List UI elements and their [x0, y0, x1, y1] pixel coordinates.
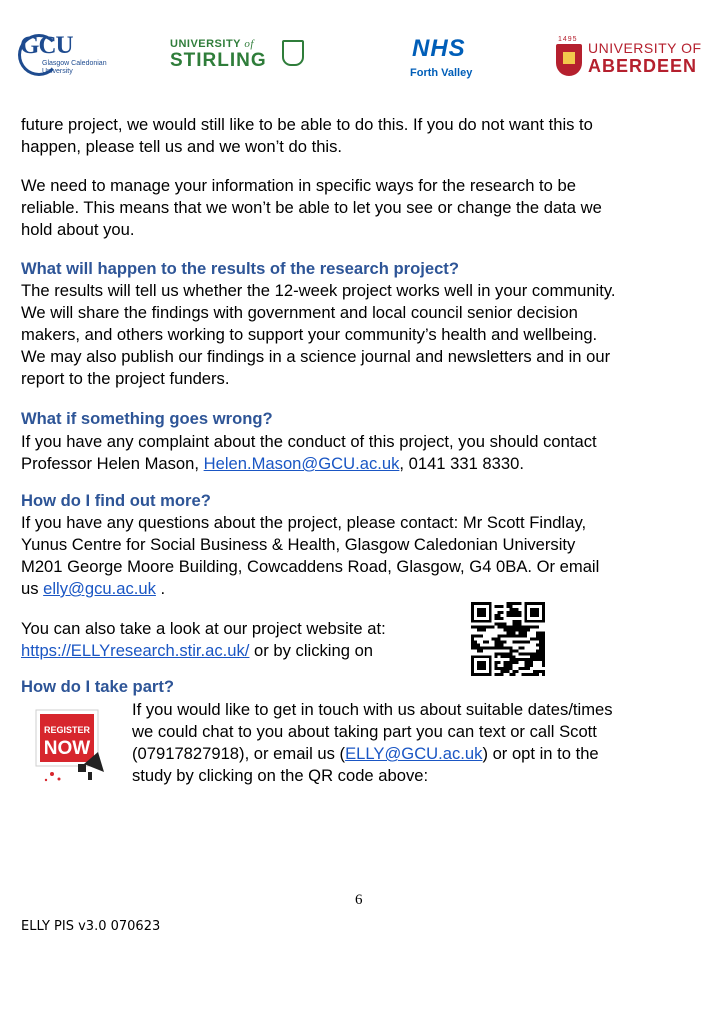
nhs-logo — [408, 35, 484, 87]
aberdeen-top: UNIVERSITY OF — [588, 40, 702, 56]
text-line: M201 George Moore Building, Cowcaddens Road, Glasgow, G4 0BA. Or email — [21, 557, 600, 576]
text-line: Professor Helen Mason, — [21, 454, 204, 473]
contact-email-link[interactable]: elly@gcu.ac.uk — [43, 579, 156, 598]
paragraph-contact — [21, 512, 711, 600]
stirling-logo — [170, 36, 310, 76]
footer-version: ELLY PIS v3.0 070623 — [21, 919, 161, 934]
text-line: . — [155, 579, 166, 598]
aberdeen-main: ABERDEEN — [588, 56, 698, 76]
text-line: report to the project funders. — [21, 369, 230, 388]
aberdeen-year: 1495 — [558, 36, 578, 43]
aberdeen-crest-icon — [556, 44, 582, 76]
text-line: If you have any questions about the project, please contact: Mr Scott Findlay, — [21, 513, 587, 532]
gcu-logo — [18, 32, 114, 82]
text-line: happen, please tell us and we won’t do this. — [21, 137, 343, 156]
text-line: We need to manage your information in specific ways for the research to be — [21, 176, 576, 195]
text-line: (07917827918), or email us ( — [132, 744, 346, 763]
gcu-subtitle — [42, 60, 122, 76]
text-line: reliable. This means that we won’t be able to let you see or change the data we — [21, 198, 602, 217]
nhs-sub: Forth Valley — [410, 67, 473, 79]
text-line: or by clicking on — [249, 641, 374, 660]
text-line: If you have any complaint about the conduct of this project, you should contact — [21, 432, 597, 451]
paragraph-take-part — [132, 699, 712, 787]
text-line: If you would like to get in touch with us about suitable dates/times — [132, 700, 613, 719]
text-line: hold about you. — [21, 220, 135, 239]
text-line: ) or opt in to the — [482, 744, 599, 763]
stirling-main: STIRLING — [170, 50, 267, 71]
stirling-top-b: of — [244, 38, 254, 50]
paragraph-results — [21, 280, 711, 390]
project-website-link[interactable]: https://ELLYresearch.stir.ac.uk/ — [21, 641, 250, 660]
text-line: makers, and others working to support your community’s health and wellbeing. — [21, 325, 598, 344]
qr-code-icon[interactable] — [471, 602, 545, 676]
heading-find-out-more: How do I find out more? — [21, 491, 211, 510]
paragraph-complaint — [21, 431, 711, 475]
complaint-email-link[interactable]: Helen.Mason@GCU.ac.uk — [203, 454, 400, 473]
register-label: REGISTER — [43, 725, 91, 735]
stirling-top-a: UNIVERSITY — [170, 38, 241, 50]
nhs-mark: NHS — [412, 35, 466, 62]
page-number: 6 — [355, 892, 363, 908]
text-line: The results will tell us whether the 12-week project works well in your community. — [21, 281, 616, 300]
register-now-badge — [32, 706, 110, 786]
now-label: NOW — [43, 738, 91, 759]
gcu-mark: GCU — [20, 32, 73, 59]
heading-something-wrong: What if something goes wrong? — [21, 409, 273, 428]
text-line: study by clicking on the QR code above: — [132, 766, 429, 785]
stirling-crest-icon — [282, 40, 304, 66]
heading-results: What will happen to the results of the research project? — [21, 259, 459, 278]
paragraph-continuation — [21, 114, 711, 158]
text-line: You can also take a look at our project website at: — [21, 619, 386, 638]
text-line: future project, we would still like to be able to do this. If you do not want this to — [21, 115, 593, 134]
text-line: We will share the findings with government and local council senior decision — [21, 303, 578, 322]
part-email-link[interactable]: ELLY@GCU.ac.uk — [345, 744, 483, 763]
text-line: us — [21, 579, 44, 598]
heading-take-part: How do I take part? — [21, 677, 175, 696]
text-line: we could chat to you about taking part you can text or call Scott — [132, 722, 597, 741]
stirling-top — [170, 38, 254, 50]
paragraph-data-management — [21, 175, 711, 241]
aberdeen-logo — [556, 36, 706, 80]
gcu-sub-line1: Glasgow Caledonian — [42, 60, 107, 67]
text-line: We may also publish our findings in a science journal and newsletters and in our — [21, 347, 611, 366]
gcu-sub-line2: University — [42, 68, 73, 75]
text-line: Yunus Centre for Social Business & Health, Glasgow Caledonian University — [21, 535, 576, 554]
text-line: , 0141 331 8330. — [399, 454, 524, 473]
paragraph-website — [21, 618, 461, 662]
